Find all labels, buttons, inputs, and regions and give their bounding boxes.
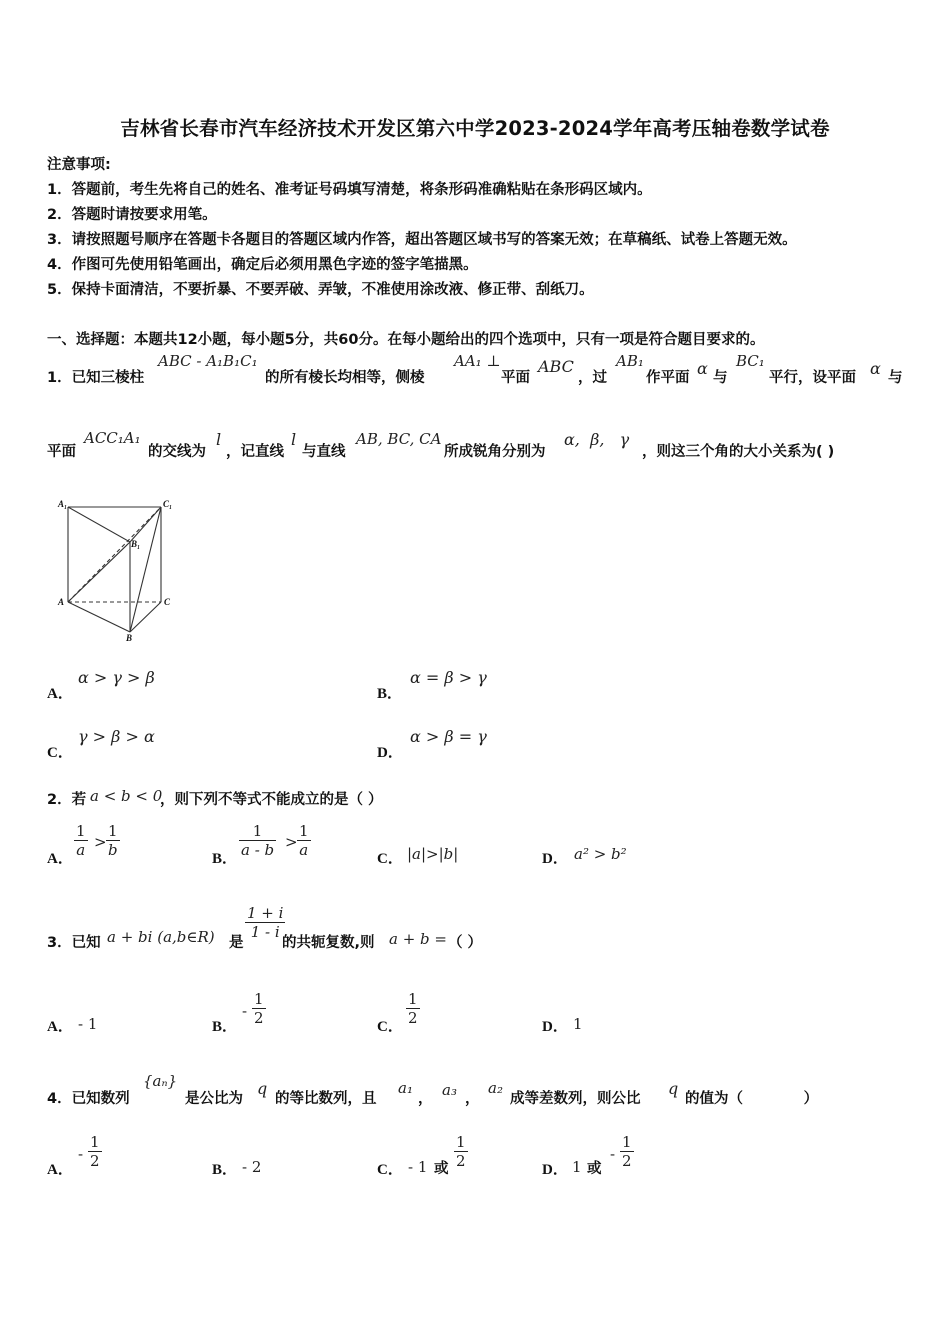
q2-option-expr: a² > b² (574, 845, 627, 863)
q3-text: 的共轭复数,则 (282, 935, 375, 951)
q4-option-label[interactable]: D． (542, 1162, 568, 1178)
label-a1: A₁ (58, 499, 68, 509)
q2-a-op: > (94, 833, 107, 851)
q1-text: 的所有棱长均相等，侧棱 (265, 370, 425, 386)
q1-text: ，记直线 (226, 444, 284, 460)
q4-math: q (668, 1079, 679, 1098)
q4-math: a₂ (488, 1079, 503, 1097)
q1-text: 的交线为 (148, 444, 206, 460)
q1-math: α (870, 359, 881, 378)
q1-option-label[interactable]: A． (47, 686, 73, 702)
q3-math: a + b = (389, 930, 447, 948)
q2-option-label[interactable]: B． (212, 851, 238, 867)
notice-item: 3．请按照题号顺序在答题卡各题目的答题区域内作答，超出答题区域书写的答案无效；在草稿纸、试卷上答题无效。 (47, 232, 797, 248)
q1-text: 作平面 (646, 370, 690, 386)
q2-text: 2．若 (47, 792, 87, 808)
q4-option-label[interactable]: C． (377, 1162, 403, 1178)
q4-text: 成等差数列，则公比 (510, 1091, 641, 1107)
edge-a1b1 (68, 507, 130, 542)
q2-b-frac1: $\frac{1}{a - b}$ (241, 822, 275, 859)
q1-option-expr: α > β = γ (410, 727, 487, 746)
q4-option-sign: - (78, 1145, 84, 1163)
q1-math: l (216, 430, 222, 449)
q4-text: ， (418, 1091, 433, 1107)
q1-option-expr: α = β > γ (410, 668, 487, 687)
q3-b-frac: $\frac{1}{2}$ (254, 990, 264, 1027)
q1-math: ACC₁A₁ (84, 429, 141, 447)
q3-math: a + bi (a,b∈R) (107, 928, 215, 946)
q4-math: q (257, 1079, 268, 1098)
q1-text: 与直线 (302, 444, 346, 460)
line-bc1 (130, 507, 161, 632)
q2-option-label[interactable]: A． (47, 851, 73, 867)
q1-text: 平面 (501, 370, 530, 386)
q3-text: （ ） (448, 935, 483, 951)
q3-option-expr: - 1 (78, 1015, 98, 1033)
q4-a-frac: $\frac{1}{2}$ (90, 1133, 100, 1170)
q4-text: 4．已知数列 (47, 1091, 130, 1107)
q2-option-label[interactable]: D． (542, 851, 568, 867)
q2-text: ，则下列不等式不能成立的是（ ） (160, 792, 383, 808)
label-b: B (126, 633, 133, 643)
q3-option-label[interactable]: A． (47, 1019, 73, 1035)
q3-option-label[interactable]: B． (212, 1019, 238, 1035)
q1-option-expr: γ > β > α (78, 727, 155, 746)
q1-text: 平行，设平面 (769, 370, 856, 386)
q1-text: ，过 (578, 370, 607, 386)
notice-item: 2．答题时请按要求用笔。 (47, 207, 217, 223)
q3-text: 3．已知 (47, 935, 101, 951)
q2-b-frac2: $\frac{1}{a}$ (299, 822, 309, 859)
q4-option-label[interactable]: B． (212, 1162, 238, 1178)
q4-option-sign: - (610, 1145, 616, 1163)
label-c: C (164, 597, 171, 607)
q1-option-label[interactable]: D． (377, 745, 403, 761)
q4-option-or: 或 (434, 1161, 449, 1177)
q1-text: 所成锐角分别为 (444, 444, 546, 460)
q1-option-label[interactable]: B． (377, 686, 403, 702)
q1-math: AB₁ (616, 352, 644, 370)
q1-text: ，则这三个角的大小关系为( ) (642, 444, 835, 460)
q1-option-expr: α > γ > β (78, 668, 155, 687)
q1-text: 与 (888, 370, 903, 386)
q1-math: AA₁ ⊥ (454, 352, 501, 370)
q4-math: a₃ (442, 1081, 457, 1099)
q1-math: AB, BC, CA (356, 430, 442, 448)
q4-d-frac: $\frac{1}{2}$ (622, 1133, 632, 1170)
section-heading: 一、选择题：本题共12小题，每小题5分，共60分。在每小题给出的四个选项中，只有一项是符合题目要求的。 (47, 332, 765, 348)
q4-c-frac: $\frac{1}{2}$ (456, 1133, 466, 1170)
q1-math: α (697, 359, 708, 378)
q4-option-label[interactable]: A． (47, 1162, 73, 1178)
q4-math: {aₙ} (143, 1072, 178, 1090)
q1-math: BC₁ (736, 352, 765, 370)
notice-item: 1．答题前，考生先将自己的姓名、准考证号码填写清楚，将条形码准确粘贴在条形码区域内。 (47, 182, 652, 198)
q3-option-sign: - (242, 1002, 248, 1020)
q4-math: a₁ (398, 1079, 413, 1097)
q1-math: ABC (538, 357, 574, 376)
page-title: 吉林省长春市汽车经济技术开发区第六中学2023-2024学年高考压轴卷数学试卷 (120, 117, 830, 140)
q3-text: 是 (229, 935, 244, 951)
label-a: A (58, 597, 65, 607)
q3-c-frac: $\frac{1}{2}$ (408, 990, 418, 1027)
q1-text: 平面 (47, 444, 76, 460)
notice-item: 5．保持卡面清洁，不要折暴、不要弄破、弄皱，不准使用涂改液、修正带、刮纸刀。 (47, 282, 594, 298)
q1-text: 1．已知三棱柱 (47, 370, 145, 386)
edge-bc (130, 602, 161, 632)
label-c1: C₁ (163, 499, 173, 509)
q1-option-label[interactable]: C． (47, 745, 73, 761)
notice-item: 4．作图可先使用铅笔画出，确定后必须用黑色字迹的签字笔描黑。 (47, 257, 478, 273)
q2-option-label[interactable]: C． (377, 851, 403, 867)
q1-math: l (291, 430, 297, 449)
q2-a-frac1: $\frac{1}{a}$ (76, 822, 86, 859)
q4-text: ， (465, 1091, 480, 1107)
q4-option-expr: - 2 (242, 1158, 262, 1176)
q3-option-label[interactable]: C． (377, 1019, 403, 1035)
q4-text: 的等比数列，且 (275, 1091, 377, 1107)
q3-option-label[interactable]: D． (542, 1019, 568, 1035)
q1-math: α, β, γ (564, 430, 630, 449)
q2-math: a < b < 0 (90, 787, 163, 805)
notice-heading: 注意事项: (47, 157, 111, 173)
q1-math: ABC - A₁B₁C₁ (158, 352, 258, 370)
edge-ab (68, 602, 130, 632)
q4-text: 的值为（ ） (685, 1091, 819, 1107)
q4-option-expr: - 1 (408, 1158, 428, 1176)
line-ab1 (68, 542, 130, 602)
q4-text: 是公比为 (185, 1091, 243, 1107)
q4-option-or: 或 (587, 1161, 602, 1177)
q3-option-expr: 1 (573, 1015, 583, 1033)
q3-fraction: $\frac{1 + i}{1 - i}$ (247, 904, 284, 941)
q2-b-op: > (285, 833, 298, 851)
q2-option-expr: |a|>|b| (407, 845, 459, 863)
q2-a-frac2: $\frac{1}{b}$ (108, 822, 118, 859)
label-b1: B₁ (131, 539, 141, 549)
q4-option-expr: 1 (572, 1158, 582, 1176)
prism-figure (55, 495, 185, 645)
q1-text: 与 (713, 370, 728, 386)
